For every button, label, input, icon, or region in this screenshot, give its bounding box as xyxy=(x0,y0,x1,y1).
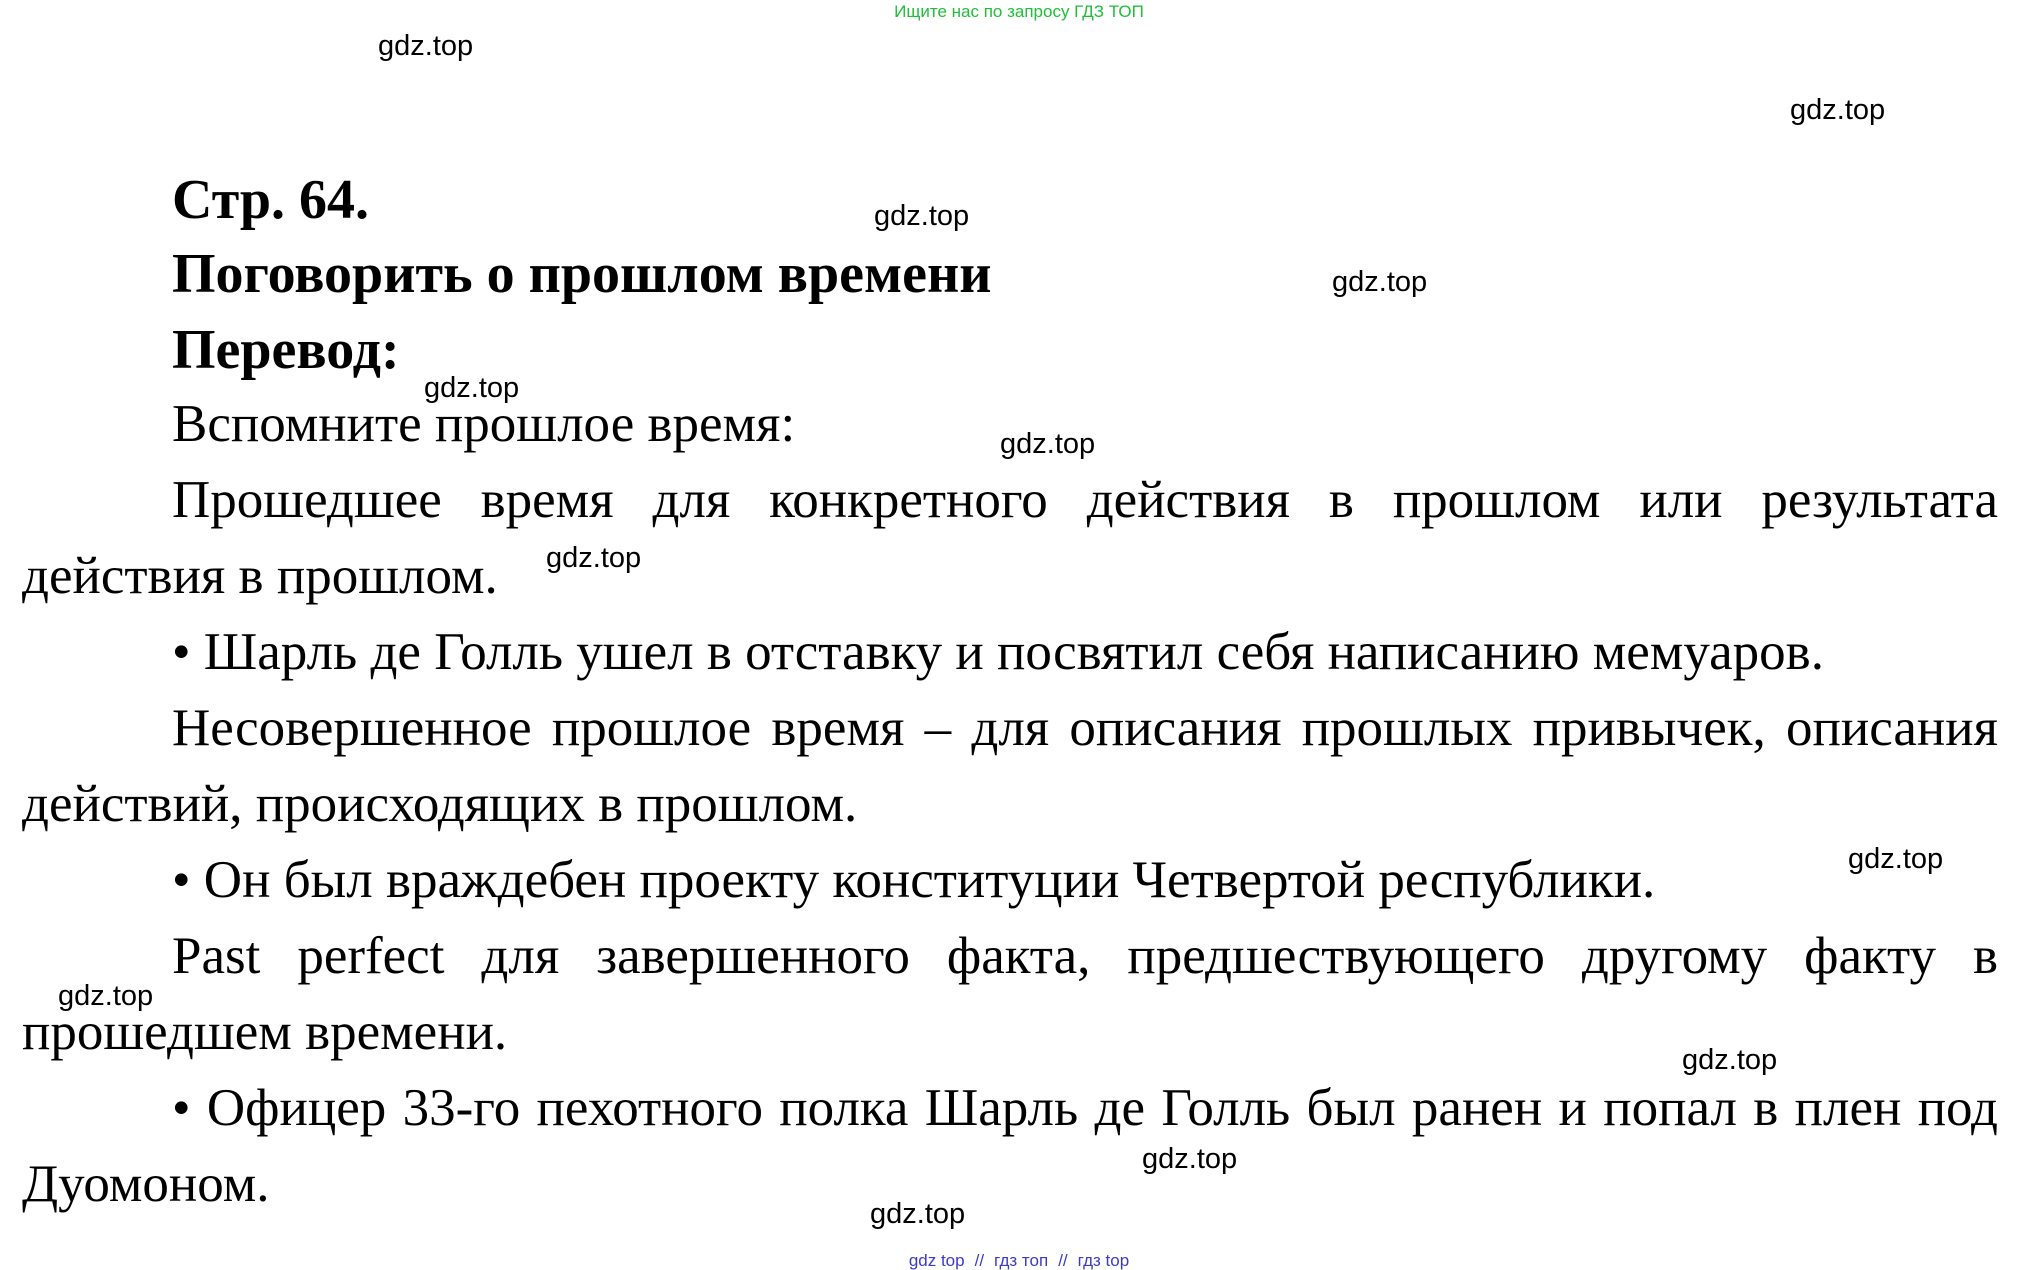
bottom-banner-item: gdz top xyxy=(908,1251,965,1270)
watermark: gdz.top xyxy=(1848,843,1944,875)
bottom-banner-item: гдз top xyxy=(1077,1251,1130,1270)
watermark: gdz.top xyxy=(1790,94,1886,126)
page-number-heading: Стр. 64. xyxy=(172,169,370,231)
watermark: gdz.top xyxy=(424,372,520,404)
example-bullet-3: • Офицер 33-го пехотного полка Шарль де Голль был ранен и попал в плен под Дуомоном. xyxy=(22,1079,1998,1213)
watermark: gdz.top xyxy=(1000,428,1096,460)
watermark: gdz.top xyxy=(870,1198,966,1230)
watermark: gdz.top xyxy=(1142,1143,1238,1175)
watermark: gdz.top xyxy=(874,200,970,232)
bottom-banner-separator: // xyxy=(1058,1251,1068,1270)
watermark: gdz.top xyxy=(1332,266,1428,298)
paragraph-imperfect: Несовершенное прошлое время – для описания прошлых привычек, описания действий, происходящих в прошлом. xyxy=(22,699,1998,833)
example-bullet-2: • Он был враждебен проекту конституции Четвертой республики. xyxy=(172,851,1656,909)
paragraph-past-tense: Прошедшее время для конкретного действия в прошлом или результата действия в прошлом. xyxy=(22,471,1998,605)
top-banner-text: Ищите нас по запросу ГДЗ ТОП xyxy=(894,2,1144,21)
translation-label: Перевод: xyxy=(172,319,400,381)
watermark: gdz.top xyxy=(58,980,154,1012)
watermark: gdz.top xyxy=(1682,1044,1778,1076)
topic-title: Поговорить о прошлом времени xyxy=(172,243,992,305)
bottom-banner-separator: // xyxy=(974,1251,985,1270)
paragraph-past-perfect: Past perfect для завершенного факта, предшествующего другому факту в прошедшем времени. xyxy=(22,927,1998,1061)
watermark: gdz.top xyxy=(378,30,474,62)
watermark: gdz.top xyxy=(546,542,642,574)
paragraph-intro: Вспомните прошлое время: xyxy=(172,395,796,453)
bottom-banner xyxy=(0,1252,2038,1269)
bottom-banner-item: гдз топ xyxy=(994,1251,1049,1270)
example-bullet-1: • Шарль де Голль ушел в отставку и посвятил себя написанию мемуаров. xyxy=(172,623,1824,681)
